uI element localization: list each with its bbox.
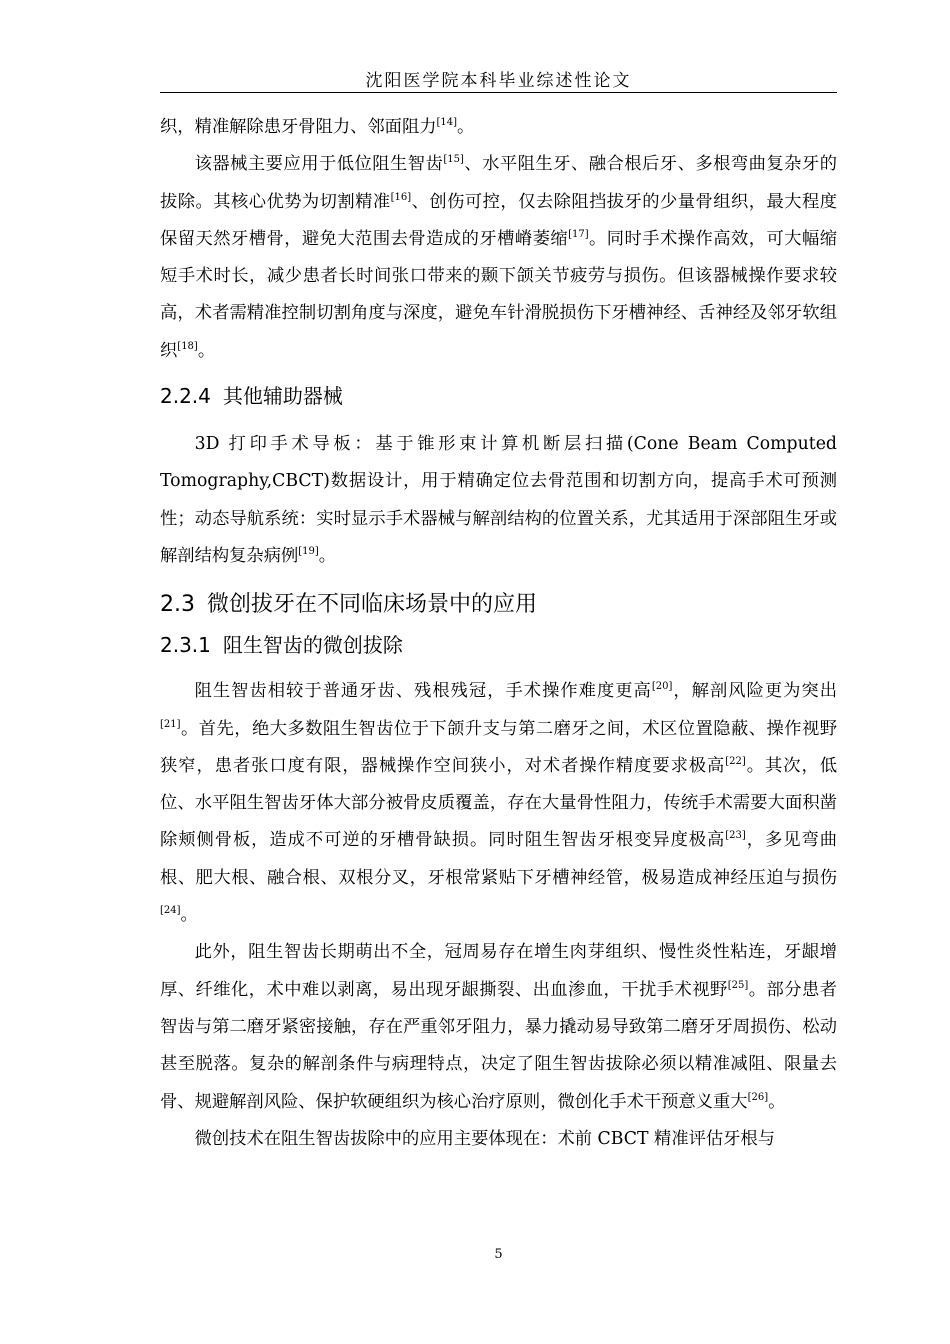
- citation: [18]: [177, 341, 198, 353]
- text-run: 该器械主要应用于低位阻生智齿: [194, 154, 444, 175]
- paragraph: [160, 1121, 837, 1158]
- text-run: 此外，阻生智齿长期萌出不全，冠周易存在增生肉芽组织、慢性炎性粘连，牙龈增厚、纤维化，术中难以剥离，易出现牙龈撕裂、出血渗血，干扰手术视野: [160, 942, 837, 1000]
- heading-number: 2.3.1: [160, 633, 211, 658]
- header-rule: [160, 92, 837, 93]
- text-run: 。: [318, 545, 337, 566]
- body-text: [160, 109, 837, 1158]
- citation: [14]: [436, 117, 458, 129]
- paragraph: [160, 673, 837, 934]
- heading-text: 微创拔牙在不同临床场景中的应用: [207, 592, 538, 618]
- heading-text: 阻生智齿的微创拔除: [222, 633, 403, 658]
- text-run: 。首先，绝大多数阻生智齿位于下颌升支与第二磨牙之间，术区位置隐蔽、操作视野狭窄，患者张口度有限，器械操作空间狭小，对术者操作精度要求极高: [160, 718, 837, 776]
- citation: [25]: [727, 979, 749, 991]
- citation: [24]: [160, 905, 181, 917]
- paragraph: [160, 109, 837, 146]
- section-heading-2-2-4: [160, 378, 837, 414]
- text-run: 。部分患者智齿与第二磨牙紧密接触，存在严重邻牙阻力，暴力撬动易导致第二磨牙牙周损伤、松动甚至脱落。复杂的解剖条件与病理特点，决定了阻生智齿拔除必须以精准减阻、限量去骨、规避解剖风险、保护软硬组织为核心治疗原则，微创化手术干预意义重大: [160, 979, 837, 1112]
- text-run: ，多见弯曲根、肥大根、融合根、双根分叉，牙根常紧贴下牙槽神经管，极易造成神经压迫与损伤: [160, 830, 837, 888]
- text-run: 。: [457, 117, 475, 137]
- citation: [17]: [568, 229, 589, 241]
- paragraph: [160, 146, 837, 370]
- page-number: 5: [494, 1247, 503, 1262]
- paragraph: [160, 934, 837, 1120]
- heading-number: 2.2.4: [160, 384, 211, 409]
- running-header: 沈阳医学院本科毕业综述性论文: [365, 71, 632, 91]
- text-run: 微创技术在阻生智齿拔除中的应用主要体现在：术前 CBCT 精准评估牙根与: [194, 1128, 776, 1149]
- citation: [23]: [725, 830, 746, 842]
- text-run: 。: [768, 1091, 786, 1112]
- text-run: 。: [197, 340, 216, 361]
- text-run: 。: [180, 905, 198, 926]
- text-run: 。其次，低位、水平阻生智齿牙体大部分被骨皮质覆盖，存在大量骨性阻力，传统手术需要大面积凿除颊侧骨板，造成不可逆的牙槽骨缺损。同时阻生智齿牙根变异度极高: [160, 755, 837, 851]
- heading-text: 其他辅助器械: [222, 384, 343, 409]
- text-run: ，解剖风险更为突出: [672, 681, 837, 702]
- text-run: 、水平阻生牙、融合根后牙、多根弯曲复杂牙的拔除。其核心优势为切割精准: [160, 154, 837, 212]
- heading-number: 2.3: [160, 592, 195, 618]
- citation: [21]: [160, 718, 181, 730]
- citation: [26]: [747, 1091, 769, 1103]
- citation: [19]: [298, 546, 319, 558]
- text-run: 、创伤可控，仅去除阻挡拔牙的少量骨组织，最大程度保留天然牙槽骨，避免大范围去骨造成的牙槽嵴萎缩: [160, 191, 837, 249]
- text-run: 3D 打印手术导板：基于锥形束计算机断层扫描(Cone Beam Computed Tomography,CBCT)数据设计，用于精确定位去骨范围和切割方向，提高手术可预测性；动态导航系统：实时显示手术器械与解剖结构的位置关系，尤其适用于深部阻生牙或解剖结构复杂病例: [160, 434, 837, 566]
- section-heading-2-3: [160, 585, 837, 625]
- citation: [20]: [651, 681, 673, 693]
- citation: [22]: [725, 756, 746, 768]
- paragraph: [160, 426, 837, 575]
- citation: [15]: [443, 154, 464, 166]
- text-run: 织，精准解除患牙骨阻力、邻面阻力: [160, 117, 437, 137]
- text-run: 阻生智齿相较于普通牙齿、残根残冠，手术操作难度更高: [194, 681, 652, 702]
- text-run: 。同时手术操作高效，可大幅缩短手术时长，减少患者长时间张口带来的颞下颌关节疲劳与损伤。但该器械操作要求较高，术者需精准控制切割角度与深度，避免车针滑脱损伤下牙槽神经、舌神经及邻牙软组织: [160, 228, 837, 361]
- section-heading-2-3-1: [160, 627, 837, 663]
- citation: [16]: [390, 191, 412, 203]
